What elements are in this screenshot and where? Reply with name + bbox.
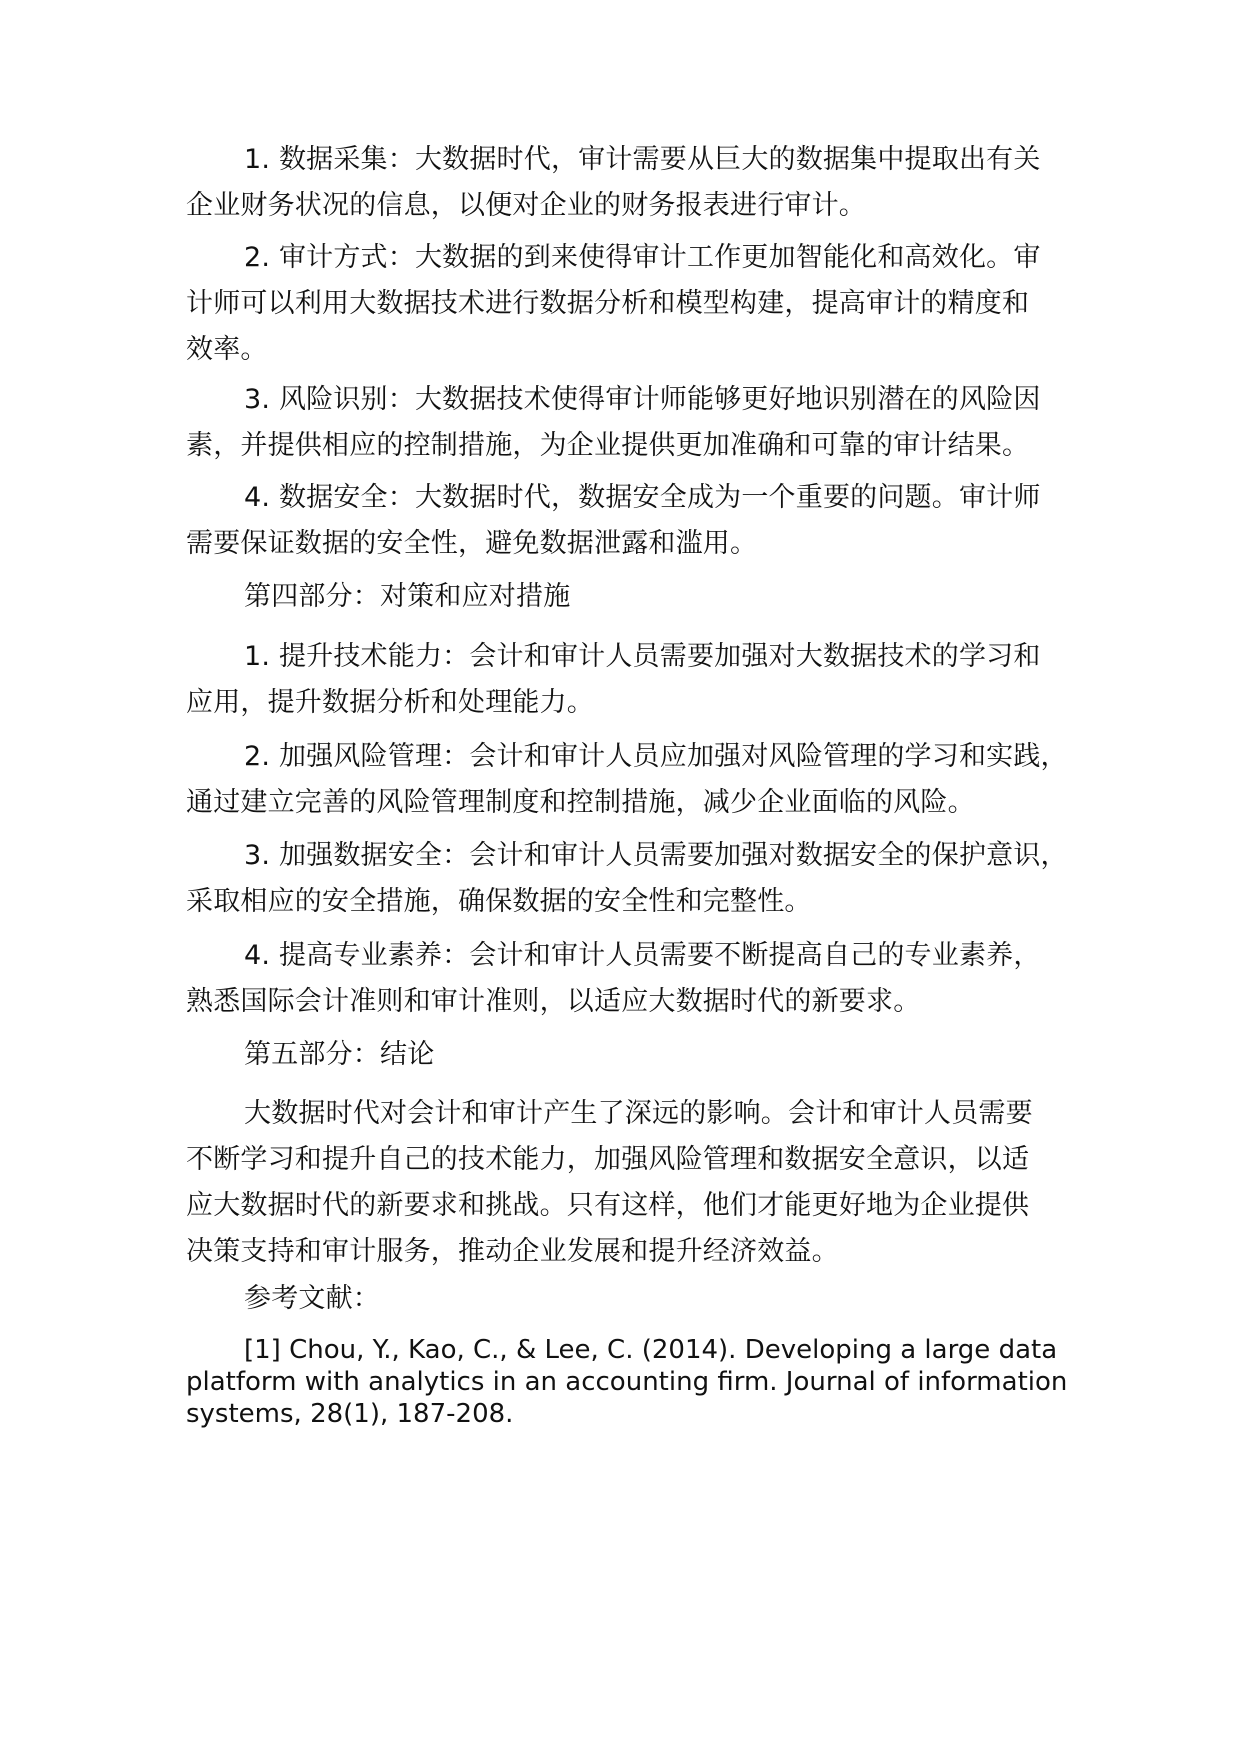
reference-line: systems, 28(1), 187-208.: [186, 1399, 514, 1429]
text-line: 3. 加强数据安全：会计和审计人员需要加强对数据安全的保护意识，: [244, 840, 1068, 871]
references-heading-text: 参考文献：: [244, 1283, 380, 1314]
text-line: 3. 风险识别：大数据技术使得审计师能够更好地识别潜在的风险因: [244, 384, 1041, 415]
paragraph-conclusion: [186, 1091, 1086, 1275]
references-heading: [186, 1276, 1086, 1322]
section-heading-text: 第四部分：对策和应对措施: [244, 581, 571, 612]
text-line: 需要保证数据的安全性，避免数据泄露和滥用。: [186, 528, 758, 559]
text-line: 大数据时代对会计和审计产生了深远的影响。会计和审计人员需要: [244, 1098, 1033, 1129]
section-heading-part-five: [186, 1032, 1086, 1078]
section-heading-part-four: [186, 574, 1086, 620]
text-line: 4. 提高专业素养：会计和审计人员需要不断提高自己的专业素养，: [244, 940, 1041, 971]
text-line: 2. 加强风险管理：会计和审计人员应加强对风险管理的学习和实践，: [244, 741, 1068, 772]
section-heading-text: 第五部分：结论: [244, 1039, 435, 1070]
text-line: 计师可以利用大数据技术进行数据分析和模型构建，提高审计的精度和: [186, 288, 1030, 319]
paragraph-audit-method: [186, 235, 1086, 373]
text-line: 应大数据时代的新要求和挑战。只有这样，他们才能更好地为企业提供: [186, 1190, 1030, 1221]
paragraph-data-collection: [186, 137, 1086, 229]
text-line: 2. 审计方式：大数据的到来使得审计工作更加智能化和高效化。审: [244, 242, 1041, 273]
text-line: 不断学习和提升自己的技术能力，加强风险管理和数据安全意识，以适: [186, 1144, 1030, 1175]
text-line: 4. 数据安全：大数据时代，数据安全成为一个重要的问题。审计师: [244, 482, 1041, 513]
paragraph-measure-1: [186, 634, 1086, 726]
reference-entry: [186, 1334, 1086, 1430]
reference-line: platform with analytics in an accounting firm. Journal of information: [186, 1367, 1068, 1397]
paragraph-data-security: [186, 475, 1086, 567]
text-line: 采取相应的安全措施，确保数据的安全性和完整性。: [186, 886, 812, 917]
text-line: 决策支持和审计服务，推动企业发展和提升经济效益。: [186, 1236, 839, 1267]
text-line: 通过建立完善的风险管理制度和控制措施，减少企业面临的风险。: [186, 787, 975, 818]
text-line: 应用，提升数据分析和处理能力。: [186, 687, 594, 718]
text-line: 熟悉国际会计准则和审计准则，以适应大数据时代的新要求。: [186, 986, 921, 1017]
text-line: 素，并提供相应的控制措施，为企业提供更加准确和可靠的审计结果。: [186, 430, 1030, 461]
text-line: 企业财务状况的信息，以便对企业的财务报表进行审计。: [186, 190, 866, 221]
text-line: 1. 提升技术能力：会计和审计人员需要加强对大数据技术的学习和: [244, 641, 1041, 672]
text-line: 1. 数据采集：大数据时代，审计需要从巨大的数据集中提取出有关: [244, 144, 1041, 175]
paragraph-measure-2: [186, 734, 1086, 826]
paragraph-measure-4: [186, 933, 1086, 1025]
reference-line: [1] Chou, Y., Kao, C., & Lee, C. (2014). Developing a large data: [244, 1335, 1058, 1365]
text-line: 效率。: [186, 334, 268, 365]
paragraph-risk-identification: [186, 377, 1086, 469]
paragraph-measure-3: [186, 833, 1086, 925]
